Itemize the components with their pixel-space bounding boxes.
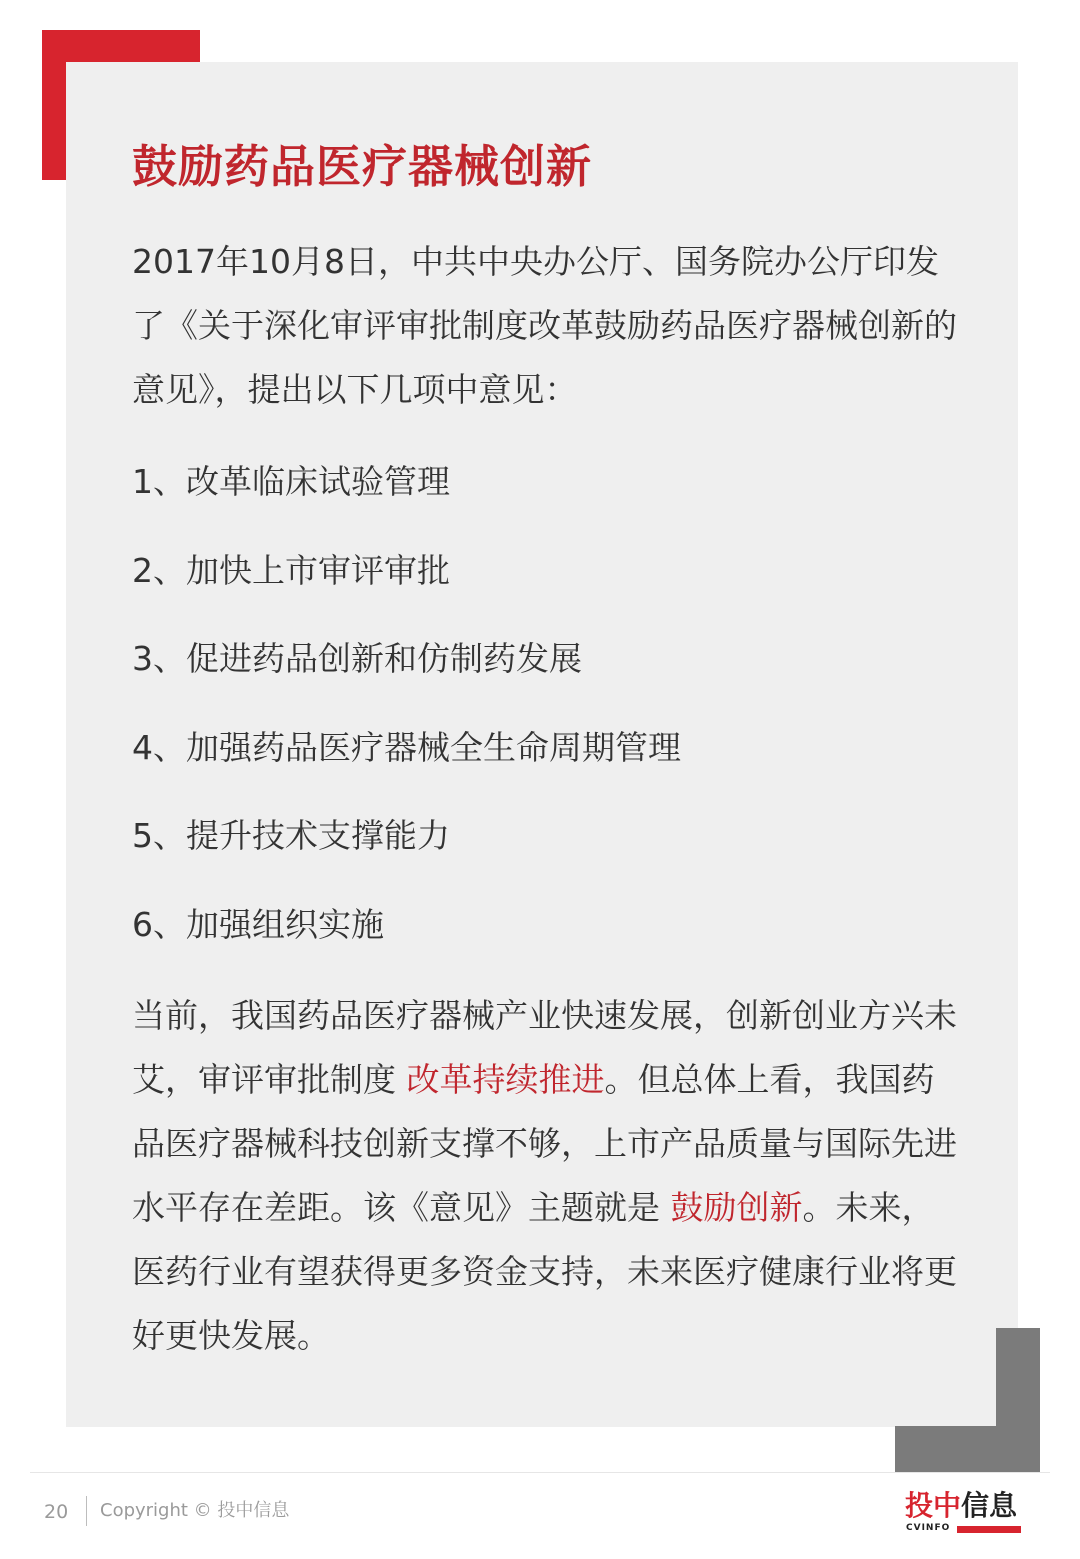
page-number: 20: [44, 1501, 69, 1523]
list-item: 4、加强药品医疗器械全生命周期管理: [132, 727, 681, 767]
footer-separator: [86, 1496, 87, 1526]
logo-chinese-black: 信息: [961, 1489, 1018, 1522]
list-item: 2、加快上市审评审批: [132, 550, 450, 590]
list-item: 3、促进药品创新和仿制药发展: [132, 639, 582, 679]
body-paragraph: [132, 984, 962, 1368]
cvinfo-logo: [905, 1490, 1023, 1538]
logo-chinese-red: 投中: [905, 1489, 962, 1522]
page-title: 鼓励药品医疗器械创新: [132, 140, 593, 193]
highlight-innovation: 鼓励创新: [670, 1188, 803, 1227]
logo-english: CVINFO: [906, 1523, 951, 1533]
body-text-part1: 当前，我国药品医疗器械产业快速发展，创新创业方兴未艾，审评审批制度: [132, 996, 957, 1099]
intro-paragraph: 2017年10月8日，中共中央办公厅、国务院办公厅印发了《关于深化审评审批制度改革鼓励药品医疗器械创新的意见》，提出以下几项中意见：: [132, 242, 957, 409]
bottom-right-corner-bar: [895, 1426, 1040, 1472]
copyright-text: Copyright © 投中信息: [100, 1500, 290, 1521]
list-item: 6、加强组织实施: [132, 904, 384, 944]
highlight-reform: 改革持续推进: [406, 1060, 605, 1099]
logo-red-bar: [957, 1526, 1021, 1533]
opinion-list: [132, 450, 681, 982]
footer-divider-line: [30, 1472, 1050, 1473]
body-text-part2: 。但总体上看，我国药品医疗器械科技创新支撑不够，上市产品质量与国际先进水平存在差距。该《意见》主题就是: [132, 1060, 957, 1227]
body-text-part3: 。未来，医药行业有望获得更多资金支持，未来医疗健康行业将更好更快发展。: [132, 1188, 957, 1355]
logo-chinese: [905, 1490, 1017, 1522]
list-item: 5、提升技术支撑能力: [132, 816, 450, 856]
list-item: 1、改革临床试验管理: [132, 462, 450, 501]
